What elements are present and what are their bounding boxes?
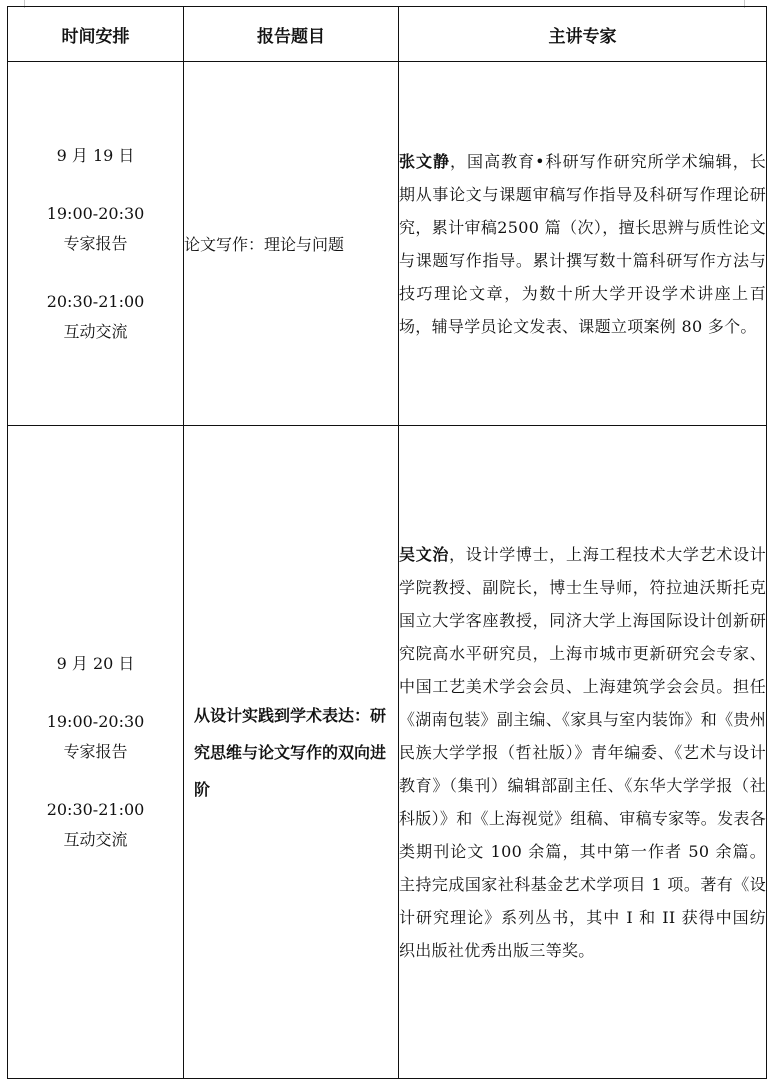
qa-time: 20:30-21:00 [46,800,145,819]
qa-time: 20:30-21:00 [46,291,145,311]
table-row [8,62,767,426]
time-cell [8,426,184,1079]
header-time: 时间安排 [8,7,184,62]
header-row [8,7,767,62]
speaker-name: 张文静 [399,151,451,171]
qa-label: 互动交流 [63,830,128,849]
session-date: 9 月 19 日 [56,145,135,165]
time-cell [8,62,184,426]
report-label: 专家报告 [63,742,128,761]
speaker-cell [399,426,767,1079]
speaker-name: 吴文治 [399,544,450,564]
speaker-cell [399,62,767,426]
qa-label: 互动交流 [63,321,128,341]
speaker-bio: ，设计学博士，上海工程技术大学艺术设计学院教授、副院长，博士生导师，符拉迪沃斯托克国立大学客座教授，同济大学上海国际设计创新研究院高水平研究员，上海市城市更新研究会专家、中国工艺美术学会会员、上海建筑学会会员。担任《湖南包装》副主编、《家具与室内装饰》和《贵州民族大学学报（哲社版）》青年编委、《艺术与设计教育》（集刊）编辑部副主任、《东华大学学报（社科版）》和《上海视觉》组稿、审稿专家等。发表各类期刊论文 100 余篇，其中第一作者 50 余篇。主持完成国家社科基金艺术学项目 1 项。著有《设计研究理论》系列丛书，其中 I 和 II 获得中国纺织出版社优秀出版三等奖。 [399,544,767,960]
speaker-bio: ，国高教育•科研写作研究所学术编辑，长期从事论文与课题审稿写作指导及科研写作理论研究，累计审稿2500 篇（次），擅长思辨与质性论文与课题写作指导。累计撰写数十篇科研写作方法与技巧理论文章，为数十所大学开设学术讲座上百场，辅导学员论文发表、课题立项案例 80 多个。 [399,151,767,336]
header-topic: 报告题目 [184,7,399,62]
session-date: 9 月 20 日 [56,654,135,673]
table-row [8,426,767,1079]
schedule-table [7,6,767,1079]
report-label: 专家报告 [63,233,128,253]
topic-cell: 从设计实践到学术表达：研究思维与论文写作的双向进阶 [184,426,399,1079]
topic-cell: 论文写作：理论与问题 [184,62,399,426]
report-time: 19:00-20:30 [46,712,145,731]
report-time: 19:00-20:30 [46,203,145,223]
header-speaker: 主讲专家 [399,7,767,62]
